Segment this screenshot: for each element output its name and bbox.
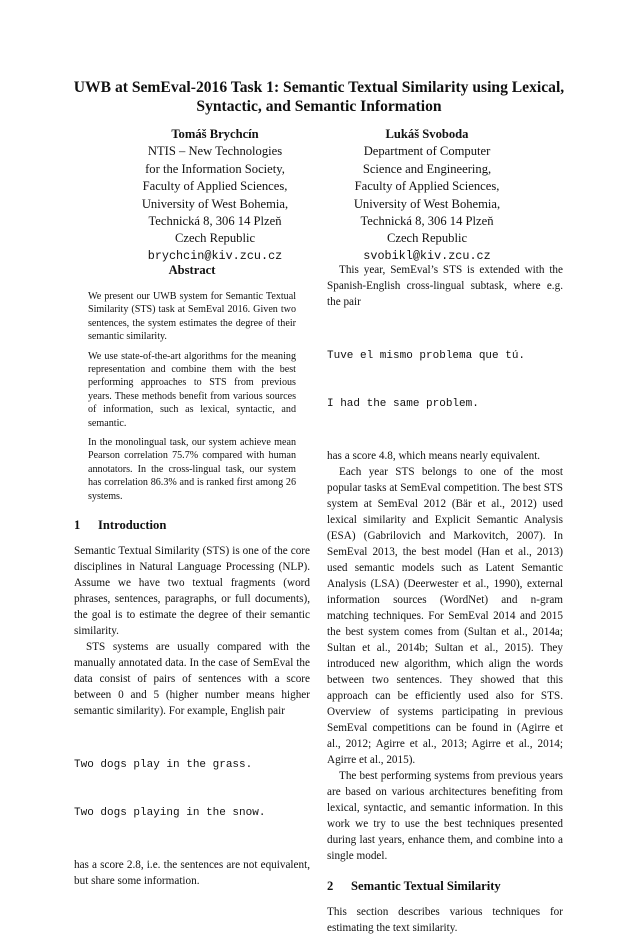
affiliation-line: University of West Bohemia, — [141, 196, 289, 211]
affiliation-line: Faculty of Applied Sciences, — [354, 179, 500, 194]
affiliation-line: Czech Republic — [386, 231, 468, 246]
abstract-paragraph: We use state-of-the-art algorithms for the meaning representation and combine them with the best performing approaches to STS from previous years. These methods benefit from various sources of information, such as lexical, syntactic, and semantic. — [88, 350, 296, 429]
affiliation-line: Faculty of Applied Sciences, — [142, 179, 288, 194]
code-line: Two dogs playing in the snow. — [74, 807, 266, 820]
paper-title — [40, 78, 598, 116]
body-paragraph: STS systems are usually compared with the manually annotated data. In the case of SemEval the data consist of pairs of sentences with a score between 0 and 5 (higher number means higher semantic similarity). For example, English pair — [74, 641, 310, 718]
abstract-heading: Abstract — [168, 263, 216, 277]
body-paragraph: Semantic Textual Similarity (STS) is one of the core disciplines in Natural Language Processing (NLP). Assume we have two textual fragments (word phrases, sentences, paragraphs, or full documents), the goal is to estimate the degree of their semantic similarity. — [74, 545, 310, 638]
code-example — [74, 725, 310, 853]
body-paragraph: The best performing systems from previous years are based on various architectures benefiting from lexical, syntactic, and semantic information. In this work we try to use the best techniques presented during last years, enhance them, and combine into a single model. — [327, 770, 563, 862]
affiliation-line: Department of Computer — [363, 144, 491, 159]
body-paragraph: This section describes various techniques for estimating the text similarity. — [327, 906, 563, 934]
affiliation-line: Technická 8, 306 14 Plzeň — [360, 214, 494, 229]
author-email: brychcin@kiv.zcu.cz — [147, 248, 283, 263]
affiliation-line: Czech Republic — [174, 231, 256, 246]
author-block-2 — [322, 126, 532, 265]
body-paragraph: Each year STS belongs to one of the most popular tasks at SemEval competition. The best STS system at SemEval 2012 (Bär et al., 2012) used lexical similarity and Explicit Semantic Analysis (ESA) (Gabrilovich and Markovitch, 2007). In SemEval 2013, the best model (Han et al., 2013) used semantic models such as Latent Semantic Analysis (LSA) (Deerwester et al., 1990), external information sources (WordNet) and n-gram matching techniques. For SemEval 2014 and 2015 the best system comes from (Sultan et al., 2014a; Sultan et al., 2014b; Sultan et al., 2015). They introduced new algorithm, which align the words between two sentences. They showed that this approach can be efficiently used also for STS. Overview of systems participating in previous SemEval competitions can be found in (Agirre et al., 2012; Agirre et al., 2013; Agirre et al., 2014; Agirre et al., 2015). — [327, 466, 563, 766]
section-number: 2 — [327, 879, 334, 893]
code-line: Tuve el mismo problema que tú. — [327, 350, 526, 362]
body-paragraph: has a score 2.8, i.e. the sentences are not equivalent, but share some information. — [74, 859, 310, 888]
body-paragraph: has a score 4.8, which means nearly equivalent. — [327, 450, 541, 462]
code-line: Two dogs play in the grass. — [74, 759, 253, 772]
code-example — [327, 316, 563, 444]
affiliation-line: Science and Engineering, — [362, 161, 492, 176]
abstract-paragraph: We present our UWB system for Semantic Textual Similarity (STS) task at SemEval 2016. Given two sentences, the system estimates the degree of their semantic similarity. — [88, 291, 296, 343]
title-line-2: Syntactic, and Semantic Information — [196, 98, 442, 115]
author-name: Tomáš Brychcín — [171, 127, 259, 141]
author-email: svobikl@kiv.zcu.cz — [363, 248, 491, 263]
author-block-1 — [110, 126, 320, 265]
affiliation-line: NTIS – New Technologies — [147, 144, 283, 159]
title-line-1: UWB at SemEval-2016 Task 1: Semantic Textual Similarity using Lexical, — [73, 79, 565, 96]
body-paragraph: This year, SemEval’s STS is extended with the Spanish-English cross-lingual subtask, where e.g. the pair — [327, 264, 563, 308]
author-name: Lukáš Svoboda — [385, 127, 469, 141]
section-title: Introduction — [98, 518, 167, 533]
code-line: I had the same problem. — [327, 398, 479, 410]
affiliation-line: Technická 8, 306 14 Plzeň — [148, 214, 282, 229]
section-heading-sts — [327, 878, 563, 894]
section-number: 1 — [74, 518, 81, 533]
left-column — [74, 262, 310, 889]
section-title: Semantic Textual Similarity — [351, 879, 501, 893]
section-heading-introduction — [74, 517, 310, 533]
affiliation-line: for the Information Society, — [145, 161, 285, 176]
abstract-paragraph: In the monolingual task, our system achieve mean Pearson correlation 75.7% compared with human annotators. In the cross-lingual task, our system has correlation 86.3% and is ranked first among 26 systems. — [88, 437, 296, 502]
affiliation-line: University of West Bohemia, — [353, 196, 501, 211]
right-column — [327, 262, 563, 936]
abstract-body — [88, 290, 296, 503]
